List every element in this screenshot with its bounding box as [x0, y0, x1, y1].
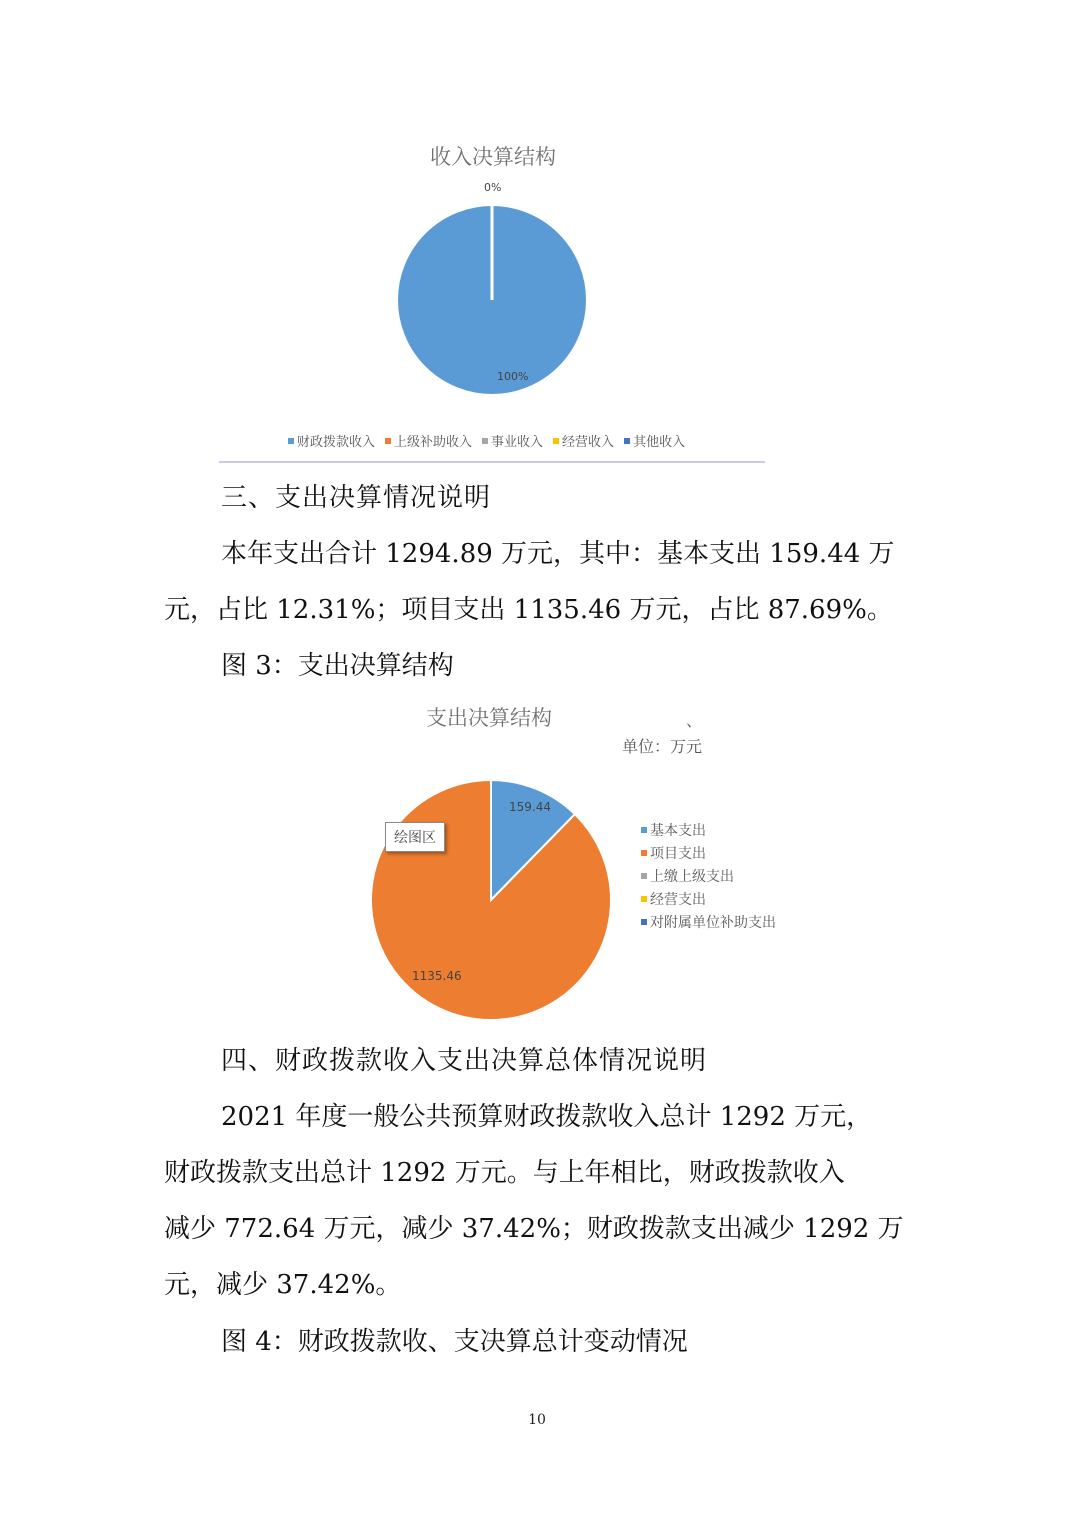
- legend-swatch: [641, 919, 647, 925]
- figure4-caption: 图 4：财政拨款收、支决算总计变动情况: [221, 1327, 688, 1357]
- legend-label: 上级补助收入: [394, 435, 473, 450]
- data-label-project: 1135.46: [412, 969, 462, 983]
- legend-item: [641, 910, 776, 933]
- legend-swatch: [641, 827, 647, 833]
- legend-swatch: [641, 873, 647, 879]
- legend-item: [641, 841, 776, 864]
- legend-swatch: [641, 896, 647, 902]
- section3-heading: 三、支出决算情况说明: [221, 483, 492, 513]
- data-label-full: 100%: [497, 370, 529, 383]
- pie-slice-项目支出: [371, 780, 611, 1020]
- page-number: 10: [528, 1412, 546, 1428]
- section4-paragraph-line1: 2021 年度一般公共预算财政拨款收入总计 1292 万元，: [221, 1102, 873, 1132]
- stray-mark: 、: [686, 711, 703, 730]
- legend-label: 其他收入: [633, 435, 686, 450]
- legend-label: 基本支出: [650, 822, 706, 839]
- section4-paragraph-line4: 元，减少 37.42%。: [164, 1270, 402, 1300]
- legend-label: 事业收入: [491, 435, 544, 450]
- section3-paragraph-line1: 本年支出合计 1294.89 万元，其中：基本支出 159.44 万: [221, 539, 895, 569]
- data-label-basic: 159.44: [509, 800, 551, 814]
- legend-item: [641, 864, 776, 887]
- legend-item: [641, 887, 776, 910]
- section4-paragraph-line2: 财政拨款支出总计 1292 万元。与上年相比，财政拨款收入: [164, 1158, 845, 1188]
- section3-paragraph-line2: 元，占比 12.31%；项目支出 1135.46 万元，占比 87.69%。: [164, 595, 893, 625]
- legend-item: [641, 818, 776, 841]
- section4-paragraph-line3: 减少 772.64 万元，减少 37.42%；财政拨款支出减少 1292 万: [164, 1214, 904, 1244]
- figure3-caption: 图 3：支出决算结构: [221, 651, 454, 681]
- legend-label: 财政拨款收入: [297, 435, 376, 450]
- legend-swatch: [641, 850, 647, 856]
- section4-heading: 四、财政拨款收入支出决算总体情况说明: [221, 1046, 708, 1076]
- chart-title: 支出决算结构: [426, 706, 552, 730]
- legend-label: 对附属单位补助支出: [650, 914, 776, 931]
- legend-label: 经营支出: [650, 891, 706, 908]
- legend-label: 上缴上级支出: [650, 868, 734, 885]
- data-label-zero: 0%: [484, 181, 502, 194]
- plot-area-tooltip: 绘图区: [385, 822, 445, 852]
- legend-label: 项目支出: [650, 845, 706, 862]
- legend-label: 经营收入: [562, 435, 615, 450]
- chart-title: 收入决算结构: [430, 145, 556, 169]
- unit-label: 单位：万元: [622, 737, 703, 756]
- expenditure-legend: [641, 818, 776, 933]
